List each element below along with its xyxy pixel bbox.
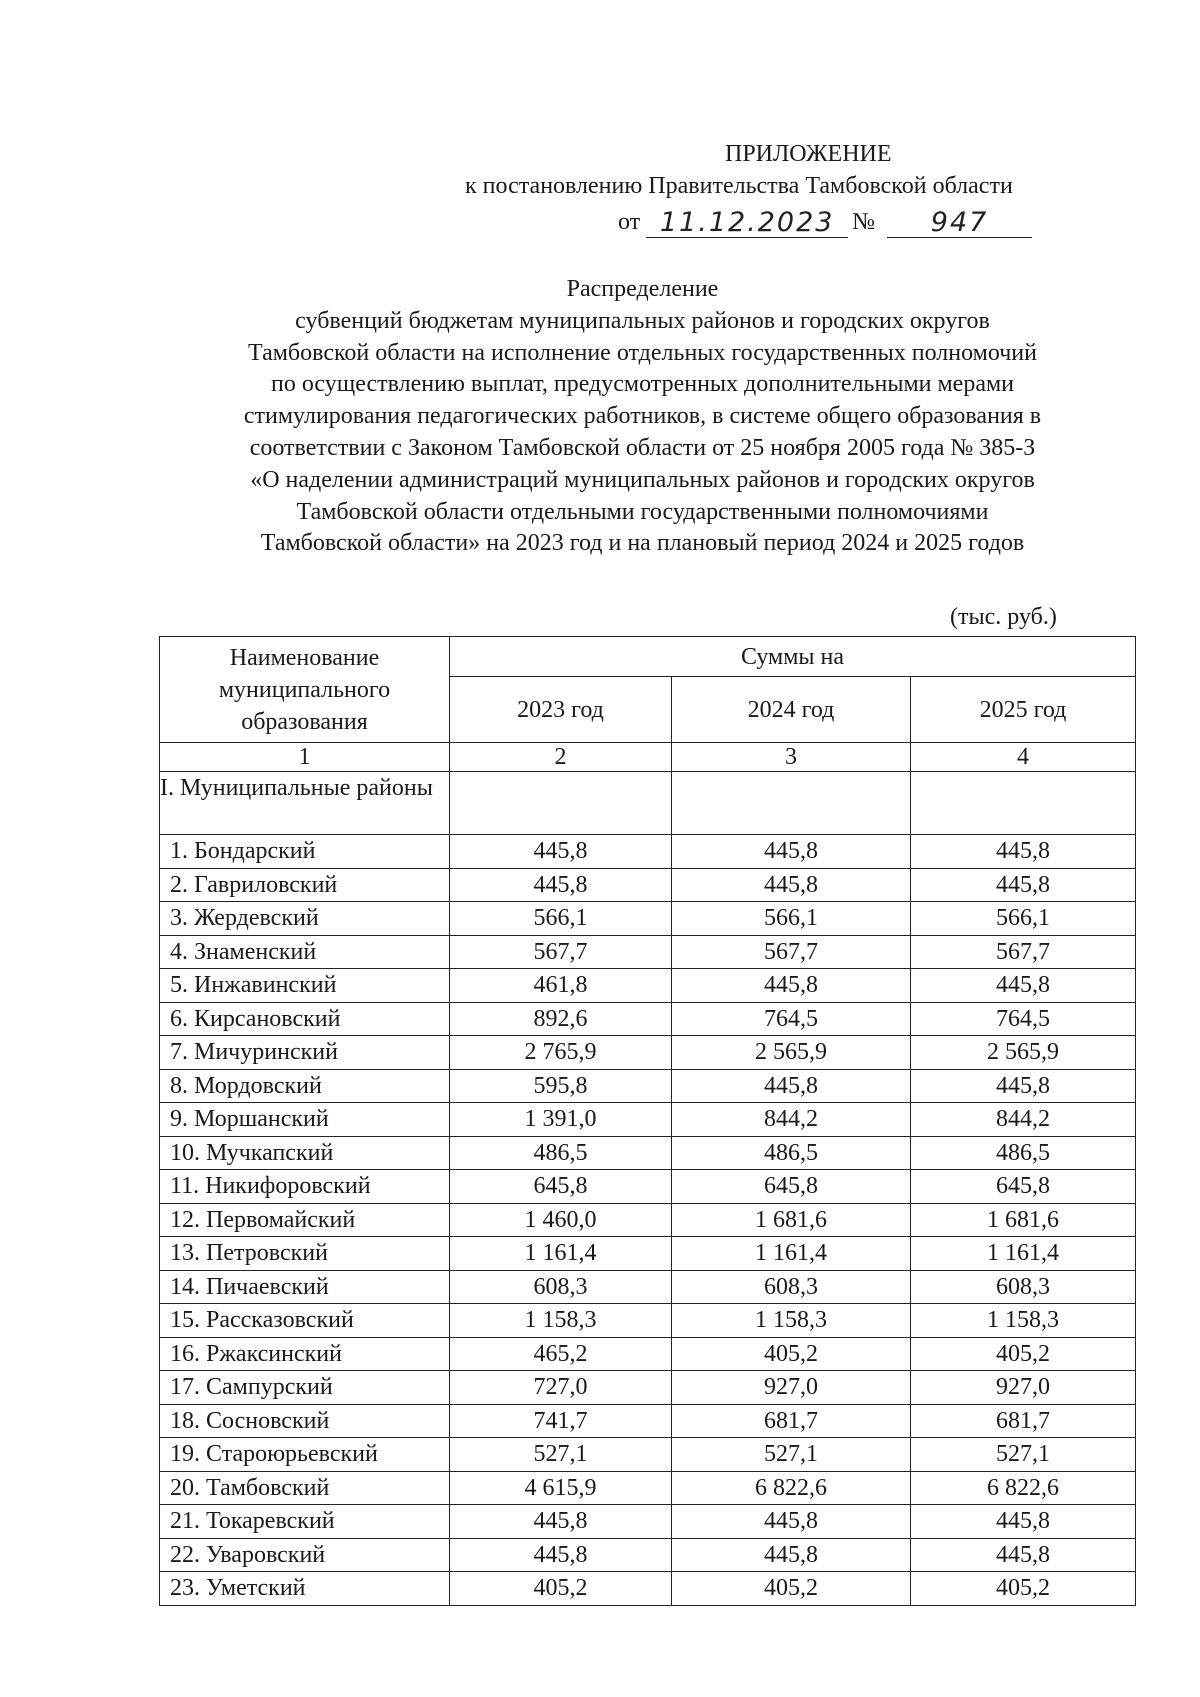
handwritten-date: 11.12.2023 xyxy=(646,209,848,238)
value-2024: 405,2 xyxy=(672,1572,911,1606)
municipality-name: 4. Знаменский xyxy=(160,935,450,969)
value-2024: 1 161,4 xyxy=(672,1237,911,1271)
value-2024: 764,5 xyxy=(672,1002,911,1036)
municipality-name: 19. Староюрьевский xyxy=(160,1438,450,1472)
value-2023: 645,8 xyxy=(450,1170,672,1204)
table-row xyxy=(160,1203,1136,1237)
units-label: (тыс. руб.) xyxy=(950,604,1057,630)
municipality-name: 2. Гавриловский xyxy=(160,868,450,902)
empty-cell xyxy=(672,772,911,835)
value-2023: 892,6 xyxy=(450,1002,672,1036)
handwritten-number: 947 xyxy=(887,209,1032,238)
municipality-name: 1. Бондарский xyxy=(160,835,450,869)
value-2024: 608,3 xyxy=(672,1270,911,1304)
value-2025: 764,5 xyxy=(911,1002,1136,1036)
municipality-name: 21. Токаревский xyxy=(160,1505,450,1539)
section-label: I. Муниципальные районы xyxy=(160,772,450,835)
municipality-name: 13. Петровский xyxy=(160,1237,450,1271)
value-2024: 681,7 xyxy=(672,1404,911,1438)
value-2023: 461,8 xyxy=(450,969,672,1003)
table-row xyxy=(160,835,1136,869)
value-2023: 4 615,9 xyxy=(450,1471,672,1505)
value-2023: 566,1 xyxy=(450,902,672,936)
year-2023-header: 2023 год xyxy=(450,677,672,743)
resolution-date-line xyxy=(618,206,1032,238)
municipality-name: 23. Уметский xyxy=(160,1572,450,1606)
column-number: 3 xyxy=(672,743,911,772)
table-row xyxy=(160,902,1136,936)
value-2024: 1 681,6 xyxy=(672,1203,911,1237)
value-2025: 567,7 xyxy=(911,935,1136,969)
municipality-column-header: Наименование муниципального образования xyxy=(160,637,450,743)
value-2023: 608,3 xyxy=(450,1270,672,1304)
municipality-name: 12. Первомайский xyxy=(160,1203,450,1237)
value-2024: 844,2 xyxy=(672,1103,911,1137)
value-2025: 445,8 xyxy=(911,835,1136,869)
table-row xyxy=(160,1069,1136,1103)
value-2025: 405,2 xyxy=(911,1572,1136,1606)
number-label: № xyxy=(852,209,876,235)
sums-header: Суммы на xyxy=(450,637,1136,677)
table-row xyxy=(160,1404,1136,1438)
value-2025: 6 822,6 xyxy=(911,1471,1136,1505)
empty-cell xyxy=(911,772,1136,835)
appendix-subtitle: к постановлению Правительства Тамбовской области xyxy=(465,173,1013,199)
value-2024: 1 158,3 xyxy=(672,1304,911,1338)
value-2025: 527,1 xyxy=(911,1438,1136,1472)
value-2025: 1 681,6 xyxy=(911,1203,1136,1237)
table-row xyxy=(160,1304,1136,1338)
municipality-name: 16. Ржаксинский xyxy=(160,1337,450,1371)
subsidy-table xyxy=(159,636,1136,1606)
value-2023: 1 158,3 xyxy=(450,1304,672,1338)
value-2023: 445,8 xyxy=(450,1505,672,1539)
year-2024-header: 2024 год xyxy=(672,677,911,743)
year-2025-header: 2025 год xyxy=(911,677,1136,743)
value-2023: 486,5 xyxy=(450,1136,672,1170)
table-row xyxy=(160,1371,1136,1405)
value-2025: 1 161,4 xyxy=(911,1237,1136,1271)
value-2025: 445,8 xyxy=(911,1069,1136,1103)
value-2023: 741,7 xyxy=(450,1404,672,1438)
municipality-name: 9. Моршанский xyxy=(160,1103,450,1137)
value-2023: 465,2 xyxy=(450,1337,672,1371)
value-2024: 645,8 xyxy=(672,1170,911,1204)
municipality-name: 18. Сосновский xyxy=(160,1404,450,1438)
table-row xyxy=(160,1170,1136,1204)
date-label: от xyxy=(618,209,641,235)
value-2023: 445,8 xyxy=(450,868,672,902)
value-2023: 595,8 xyxy=(450,1069,672,1103)
column-number: 2 xyxy=(450,743,672,772)
title-line: по осуществлению выплат, предусмотренных дополнительными мерами xyxy=(270,371,1015,398)
value-2023: 405,2 xyxy=(450,1572,672,1606)
value-2024: 567,7 xyxy=(672,935,911,969)
title-line: Тамбовской области на исполнение отдельных государственных полномочий xyxy=(248,339,1037,366)
value-2025: 566,1 xyxy=(911,902,1136,936)
title-line: «О наделении администраций муниципальных районов и городских округов xyxy=(250,466,1035,493)
value-2025: 445,8 xyxy=(911,1505,1136,1539)
value-2025: 445,8 xyxy=(911,1538,1136,1572)
table-row xyxy=(160,1036,1136,1070)
value-2023: 445,8 xyxy=(450,1538,672,1572)
appendix-title: ПРИЛОЖЕНИЕ xyxy=(725,141,892,167)
value-2024: 445,8 xyxy=(672,1505,911,1539)
municipality-name: 11. Никифоровский xyxy=(160,1170,450,1204)
empty-cell xyxy=(450,772,672,835)
value-2025: 445,8 xyxy=(911,868,1136,902)
value-2025: 645,8 xyxy=(911,1170,1136,1204)
value-2025: 844,2 xyxy=(911,1103,1136,1137)
value-2023: 2 765,9 xyxy=(450,1036,672,1070)
value-2024: 445,8 xyxy=(672,1069,911,1103)
title-line: Распределение xyxy=(566,276,719,302)
table-row xyxy=(160,1337,1136,1371)
table-row xyxy=(160,868,1136,902)
table-row xyxy=(160,1572,1136,1606)
municipality-name: 14. Пичаевский xyxy=(160,1270,450,1304)
value-2024: 527,1 xyxy=(672,1438,911,1472)
value-2024: 566,1 xyxy=(672,902,911,936)
table-row xyxy=(160,969,1136,1003)
value-2023: 1 391,0 xyxy=(450,1103,672,1137)
municipality-name: 6. Кирсановский xyxy=(160,1002,450,1036)
value-2024: 405,2 xyxy=(672,1337,911,1371)
value-2023: 1 161,4 xyxy=(450,1237,672,1271)
table-row xyxy=(160,1002,1136,1036)
municipality-name: 20. Тамбовский xyxy=(160,1471,450,1505)
title-line: Тамбовской области» на 2023 год и на плановый период 2024 и 2025 годов xyxy=(260,530,1025,557)
value-2025: 486,5 xyxy=(911,1136,1136,1170)
municipality-name: 5. Инжавинский xyxy=(160,969,450,1003)
table-row xyxy=(160,1136,1136,1170)
table-row xyxy=(160,935,1136,969)
municipality-name: 10. Мучкапский xyxy=(160,1136,450,1170)
value-2024: 2 565,9 xyxy=(672,1036,911,1070)
value-2025: 608,3 xyxy=(911,1270,1136,1304)
table-row xyxy=(160,1237,1136,1271)
title-line: субвенций бюджетам муниципальных районов и городских округов xyxy=(295,307,990,334)
title-line: Тамбовской области отдельными государственными полномочиями xyxy=(296,498,989,525)
title-line: стимулирования педагогических работников, в системе общего образования в xyxy=(243,403,1042,430)
value-2025: 927,0 xyxy=(911,1371,1136,1405)
title-line: соответствии с Законом Тамбовской области от 25 ноября 2005 года № 385-З xyxy=(249,434,1036,461)
table-row xyxy=(160,1438,1136,1472)
section-row xyxy=(160,772,1136,835)
value-2024: 6 822,6 xyxy=(672,1471,911,1505)
value-2023: 727,0 xyxy=(450,1371,672,1405)
value-2025: 1 158,3 xyxy=(911,1304,1136,1338)
value-2024: 445,8 xyxy=(672,868,911,902)
value-2024: 445,8 xyxy=(672,969,911,1003)
value-2025: 405,2 xyxy=(911,1337,1136,1371)
municipality-name: 22. Уваровский xyxy=(160,1538,450,1572)
value-2023: 1 460,0 xyxy=(450,1203,672,1237)
column-number: 4 xyxy=(911,743,1136,772)
table-row xyxy=(160,1471,1136,1505)
column-number: 1 xyxy=(160,743,450,772)
table-row xyxy=(160,1270,1136,1304)
value-2024: 445,8 xyxy=(672,835,911,869)
value-2024: 445,8 xyxy=(672,1538,911,1572)
municipality-name: 7. Мичуринский xyxy=(160,1036,450,1070)
table-row xyxy=(160,1538,1136,1572)
value-2025: 445,8 xyxy=(911,969,1136,1003)
municipality-name: 3. Жердевский xyxy=(160,902,450,936)
value-2023: 527,1 xyxy=(450,1438,672,1472)
value-2025: 681,7 xyxy=(911,1404,1136,1438)
table-row xyxy=(160,1103,1136,1137)
value-2023: 567,7 xyxy=(450,935,672,969)
value-2023: 445,8 xyxy=(450,835,672,869)
municipality-name: 15. Рассказовский xyxy=(160,1304,450,1338)
value-2025: 2 565,9 xyxy=(911,1036,1136,1070)
table-row xyxy=(160,1505,1136,1539)
document-title xyxy=(150,274,1135,560)
value-2024: 927,0 xyxy=(672,1371,911,1405)
municipality-name: 17. Сампурский xyxy=(160,1371,450,1405)
value-2024: 486,5 xyxy=(672,1136,911,1170)
municipality-name: 8. Мордовский xyxy=(160,1069,450,1103)
